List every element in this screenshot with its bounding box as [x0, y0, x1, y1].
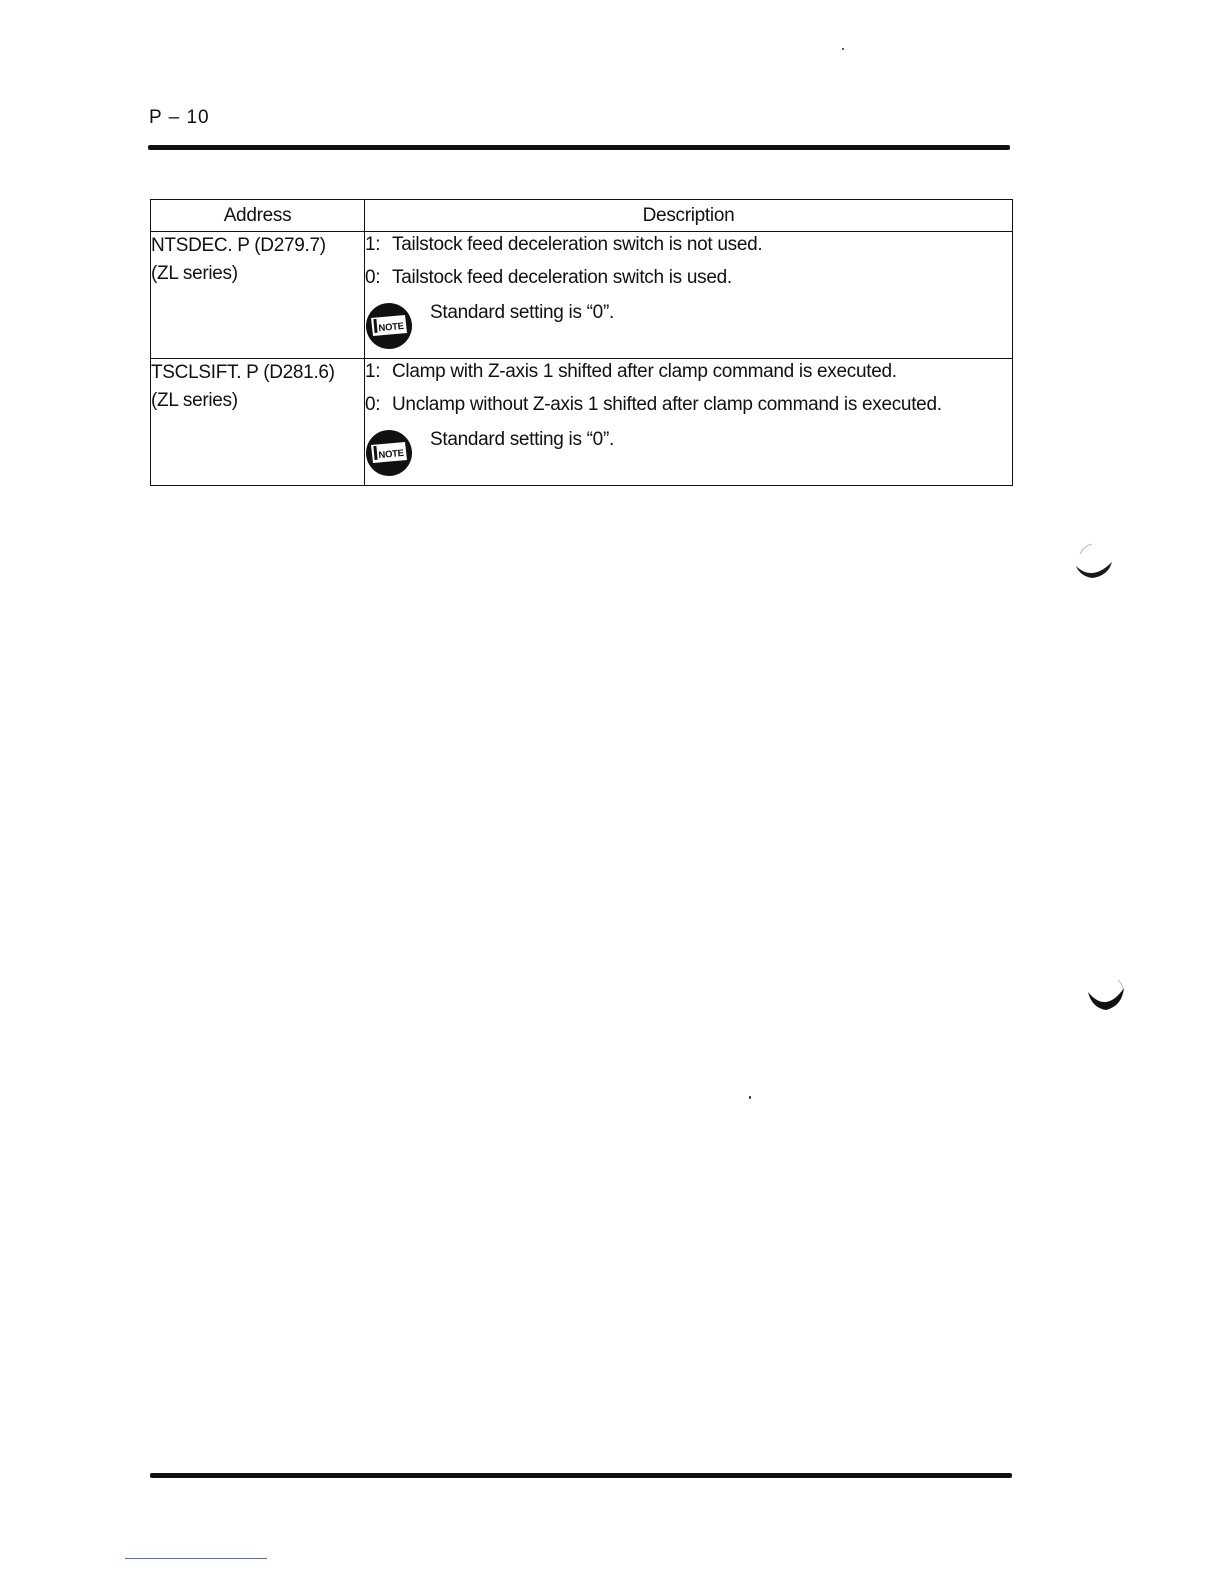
column-header-description: Description: [365, 200, 1013, 232]
binder-hole-mark: [1070, 540, 1116, 582]
parameter-table: [150, 199, 1013, 486]
setting-option: [365, 232, 1012, 265]
option-text: Clamp with Z-axis 1 shifted after clamp command is executed.: [392, 361, 897, 382]
header-rule: [148, 145, 1010, 150]
scan-speck: [749, 1096, 751, 1099]
note-text: Standard setting is “0”.: [430, 302, 614, 323]
table-header-row: [151, 200, 1013, 232]
table-row: [151, 359, 1013, 486]
scan-speck: [842, 48, 844, 50]
note-icon: [365, 302, 413, 350]
description-cell: [365, 232, 1013, 359]
table-row: [151, 232, 1013, 359]
setting-option: [365, 392, 1012, 425]
note-icon: [365, 429, 413, 477]
binder-hole-mark: [1084, 972, 1130, 1014]
note-text: Standard setting is “0”.: [430, 429, 614, 450]
note: [365, 427, 1012, 485]
note: [365, 300, 1012, 358]
note-icon-label: NOTE: [378, 447, 405, 462]
option-text: Tailstock feed deceleration switch is used.: [392, 267, 732, 288]
footer-underline: [125, 1558, 267, 1559]
setting-option: [365, 265, 1012, 298]
option-code: 1:: [365, 361, 381, 382]
column-header-address: Address: [151, 200, 365, 232]
description-cell: [365, 359, 1013, 486]
address-series: (ZL series): [151, 390, 238, 411]
address-cell: [151, 232, 365, 359]
address-name: TSCLSIFT. P (D281.6): [151, 362, 335, 383]
option-text: Tailstock feed deceleration switch is not used.: [392, 234, 763, 255]
option-code: 1:: [365, 234, 381, 255]
footer-rule: [150, 1473, 1012, 1478]
option-code: 0:: [365, 267, 381, 288]
address-series: (ZL series): [151, 263, 238, 284]
address-name: NTSDEC. P (D279.7): [151, 235, 326, 256]
page-number: P – 10: [149, 107, 210, 128]
note-icon-label: NOTE: [378, 320, 405, 335]
option-text: Unclamp without Z-axis 1 shifted after clamp command is executed.: [392, 394, 942, 415]
setting-option: [365, 359, 1012, 392]
option-code: 0:: [365, 394, 381, 415]
address-cell: [151, 359, 365, 486]
